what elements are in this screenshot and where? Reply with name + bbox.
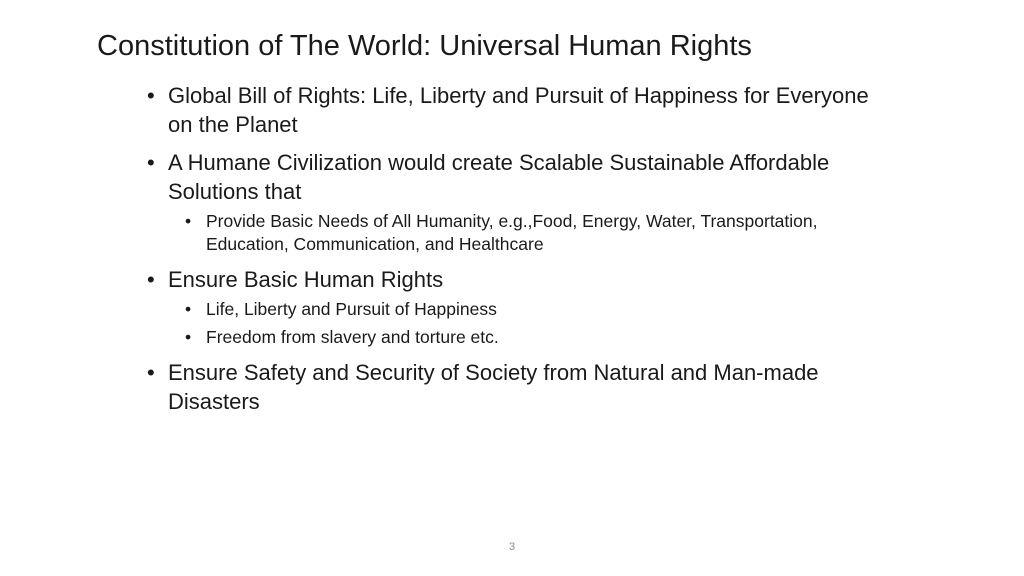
slide-title: Constitution of The World: Universal Human Rights (97, 30, 752, 62)
bullet-dot-icon: • (185, 211, 192, 231)
bullet-item (147, 265, 887, 349)
sub-bullet-text: Freedom from slavery and torture etc. (206, 327, 499, 347)
bullet-list (147, 81, 887, 425)
sub-bullet-item (185, 210, 887, 256)
bullet-text: Ensure Basic Human Rights (168, 267, 444, 292)
bullet-item (147, 358, 887, 416)
sub-bullet-text: Provide Basic Needs of All Humanity, e.g.,Food, Energy, Water, Transportation, Education, Communication, and Healthcare (206, 211, 818, 254)
bullet-item (147, 81, 887, 139)
bullet-dot-icon: • (147, 360, 155, 385)
sub-bullet-list (185, 298, 887, 349)
sub-bullet-list (185, 210, 887, 256)
bullet-text: A Humane Civilization would create Scalable Sustainable Affordable Solutions that (168, 150, 830, 204)
bullet-text: Ensure Safety and Security of Society from Natural and Man-made Disasters (168, 360, 819, 414)
sub-bullet-item (185, 298, 887, 321)
sub-bullet-item (185, 326, 887, 349)
bullet-dot-icon: • (147, 267, 155, 292)
bullet-dot-icon: • (185, 299, 192, 319)
bullet-dot-icon: • (147, 83, 155, 108)
bullet-text: Global Bill of Rights: Life, Liberty and Pursuit of Happiness for Everyone on the Planet (168, 83, 869, 137)
bullet-item (147, 148, 887, 256)
bullet-dot-icon: • (147, 150, 155, 175)
bullet-dot-icon: • (185, 327, 192, 347)
page-number: 3 (508, 541, 516, 553)
sub-bullet-text: Life, Liberty and Pursuit of Happiness (206, 299, 497, 319)
